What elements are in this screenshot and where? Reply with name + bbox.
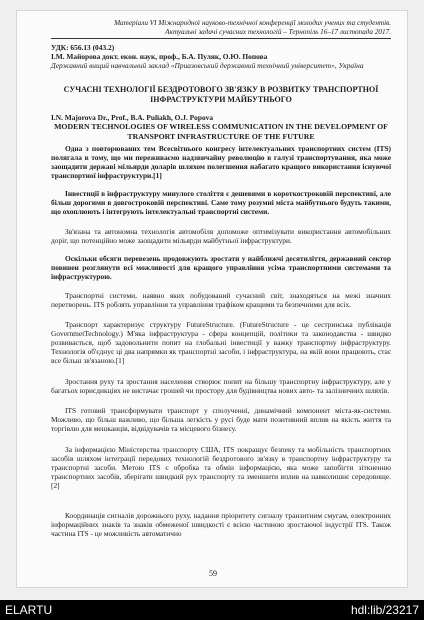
page-number: 59 [209,569,217,578]
paragraph-5: Транспортні системи, наявно яких побудований сучасний світ, знаходяться на межі значних перетворень. ITS роблять управління та управління трафіком кращими та безпечними для всіх. [51,291,391,310]
paragraph-8: ITS готовий трансформувати транспорт у сполученні, динамічний компонент міста-як-системи. Можливо, що більш важливо, що більша легкість у русі буде мати позитивний вплив на якість життя та торгівлю для мешканців, відвідувачів та місцевого бізнесу. [51,406,391,434]
paragraph-7: Зростання руху та зростання населення створює попит на більшу транспортну інфраструктуру, але у багатьох юрисдикціях не вистачає грошей чи простору для будівництва нових авто- та залізничних шляхів. [51,377,391,396]
authors-en: I.N. Majorova Dr., Prof., B.A. Puliakh, O.J. Popova [51,113,214,122]
paper-title-ua: СУЧАСНІ ТЕХНОЛОГІЇ БЕЗДРОТОВОГО ЗВ'ЯЗКУ В РОЗВИТКУ ТРАНСПОРТНОЇ ІНФРАСТРУКТУРИ МАЙБУТНЬОГО [63,85,379,104]
repository-footer-bar [0,600,424,620]
paragraph-10: Координація сигналів дорожнього руху, надання пріоритету сигналу транзитним смугам, електронних інформаційних знаків та знаків обмеженої швидкості є всією частиною зростаючої індустрії ITS. Також частина ITS - це можливість автоматично [51,511,391,539]
paper-title-en: MODERN TECHNOLOGIES OF WIRELESS COMMUNICATION IN THE DEVELOPMENT OF TRANSPORT INFRASTRUCTURE OF THE FUTURE [54,122,388,141]
paragraph-2: Інвестиції в інфраструктуру минулого століття є дешевими в короткостроковій перспективі, але більш дорогими в довгостроковій перспективі. Саме тому розумні міста майбутнього будуть такими, що охоплюють і інтегрують інтелектуальні транспортні системи. [51,189,391,217]
handle-identifier: hdl:lib/23217 [350,603,419,617]
document-page [16,10,408,588]
udk-code: УДК: 656.13 (043.2) [51,43,115,52]
paragraph-6: Транспорт характеризує структуру FutureStructure. (FutureStructure - це сестринська публікація GovernmetTechnology.) М'яка інфраструктура - сфера концепцій, політики та законодавства - швидко розвивається, щоб задовольнити попит на глобальні інвестиції у важку транспортну інфраструктуру. Технологія об'єднує ці два напрямки як транспортні засоби, і інфраструктура, на якій вони працюють, стає все більш зв'язаною.[1] [51,320,391,366]
paragraph-4: Оскільки обсяги перевезень продовжують зростати у найближчі десятиліття, державний сектор повинен розглянути всі можливості для кращого управління усіма транспортними системами та інфраструктурою. [51,254,391,282]
authors-ua: І.М. Майорова докт. екон. наук, проф., Б.А. Пуляк, О.Ю. Попова [51,52,268,61]
paragraph-1: Одна з повторюваних тем Всесвітнього конгресу інтелектуальних транспортних систем (ITS) полягала в тому, що ми переживаємо надзвичайну революцію в галузі транспортування, яка може заощадити державі мільярди доларів шляхом полегшення набагато кращого використання існуючої транспортної інфраструктури.[1] [51,144,391,181]
repository-name: ELARTU [5,603,53,617]
paragraph-9: За інформацією Міністерства транспорту США, ITS покращує безпеку та мобільність транспортних засобів шляхом інтеграції передових технологій бездротового зв'язку в транспортну інфраструктуру та транспортні засоби. Метою ITS є обробка та обмін інформацією, яка може запобігти зіткненню транспортних засобів, зберігати швидкий рух транспорту та зменшити вплив на навколишнє середовище.[2] [51,445,391,491]
conference-header-line-1: Матеріали VI Міжнародної науково-технічної конференції молодих учених та студентів. [114,19,391,27]
paragraph-3: Зв'язана та автономна технологія автомобіля допоможе оптимізувати використання автомобільних доріг, що потенційно може заощадити мільярди майбутньої інфраструктури. [51,227,391,246]
header-rule [51,38,391,39]
conference-header-line-2: Актуальні задачі сучасних технологій – Тернопіль 16–17 листопада 2017. [165,28,391,36]
affiliation: Державний вищий навчальний заклад «Приазовський державний технічний університет», Україна [51,61,364,70]
